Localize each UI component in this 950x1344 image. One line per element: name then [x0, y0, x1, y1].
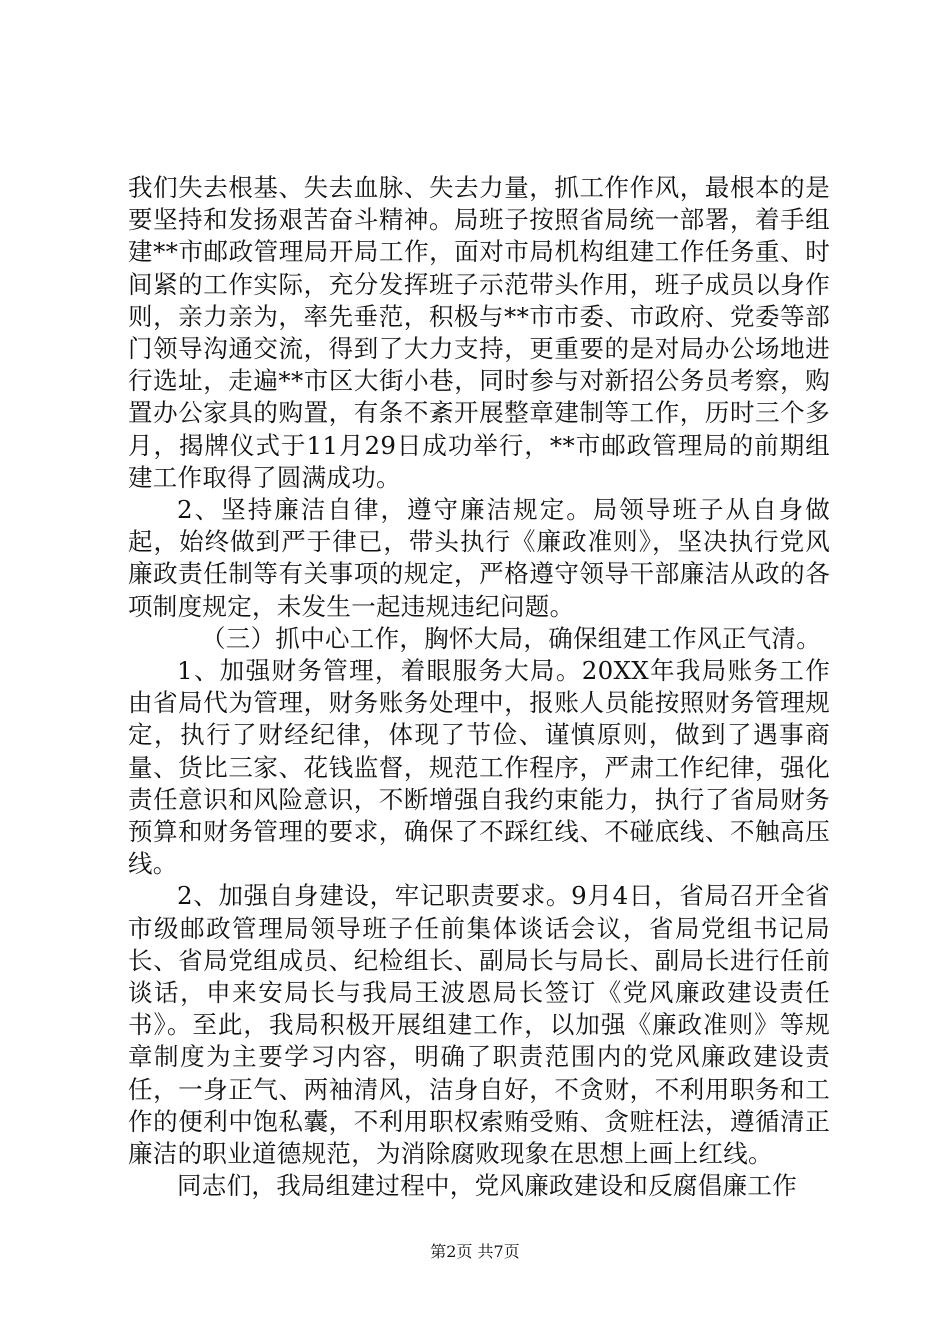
- paragraph-5: 2、加强自身建设，牢记职责要求。9月4日，省局召开全省市级邮政管理局领导班子任前集体谈话会议，省局党组书记局长、省局党组成员、纪检组长、副局长与局长、副局长进行任前谈话，申来安局长与我局王波恩局长签订《党风廉政建设责任书》。至此，我局积极开展组建工作，以加强《廉政准则》等规章制度为主要学习内容，明确了职责范围内的党风廉政建设责任，一身正气、两袖清风，洁身自好，不贪财，不利用职务和工作的便利中饱私囊，不利用职权索贿受贿、贪赃枉法，遵循清正廉洁的职业道德规范，为消除腐败现象在思想上画上红线。: [128, 881, 830, 1169]
- section-heading-3: （三）抓中心工作，胸怀大局，确保组建工作风正气清。: [201, 623, 821, 653]
- paragraph-1: 我们失去根基、失去血脉、失去力量，抓工作作风，最根本的是要坚持和发扬艰苦奋斗精神。局班子按照省局统一部署，着手组建**市邮政管理局开局工作，面对市局机构组建工作任务重、时间紧的工作实际，充分发挥班子示范带头作用，班子成员以身作则，亲力亲为，率先垂范，积极与**市市委、市政府、党委等部门领导沟通交流，得到了大力支持，更重要的是对局办公场地进行选址，走遍**市区大街小巷，同时参与对新招公务员考察，购置办公家具的购置，有条不紊开展整章建制等工作，历时三个多月，揭牌仪式于11月29日成功举行，**市邮政管理局的前期组建工作取得了圆满成功。: [128, 173, 830, 492]
- paragraph-6: 同志们，我局组建过程中，党风廉政建设和反腐倡廉工作: [177, 1171, 797, 1201]
- paragraph-2: 2、坚持廉洁自律，遵守廉洁规定。局领导班子从自身做起，始终做到严于律已，带头执行《廉政准则》，坚决执行党风廉政责任制等有关事项的规定，严格遵守领导干部廉洁从政的各项制度规定，未发生一起违规违纪问题。: [128, 495, 830, 621]
- page-number-label: 第2页 共7页: [430, 1242, 520, 1261]
- document-body: [128, 172, 830, 1203]
- page-footer: [0, 1242, 950, 1262]
- paragraph-4: 1、加强财务管理，着眼服务大局。20XX年我局账务工作由省局代为管理，财务账务处理中，报账人员能按照财务管理规定，执行了财经纪律，体现了节俭、谨慎原则，做到了遇事商量、货比三家、花钱监督，规范工作程序，严肃工作纪律，强化责任意识和风险意识，不断增强自我约束能力，执行了省局财务预算和财务管理的要求，确保了不踩红线、不碰底线、不触高压线。: [128, 656, 830, 879]
